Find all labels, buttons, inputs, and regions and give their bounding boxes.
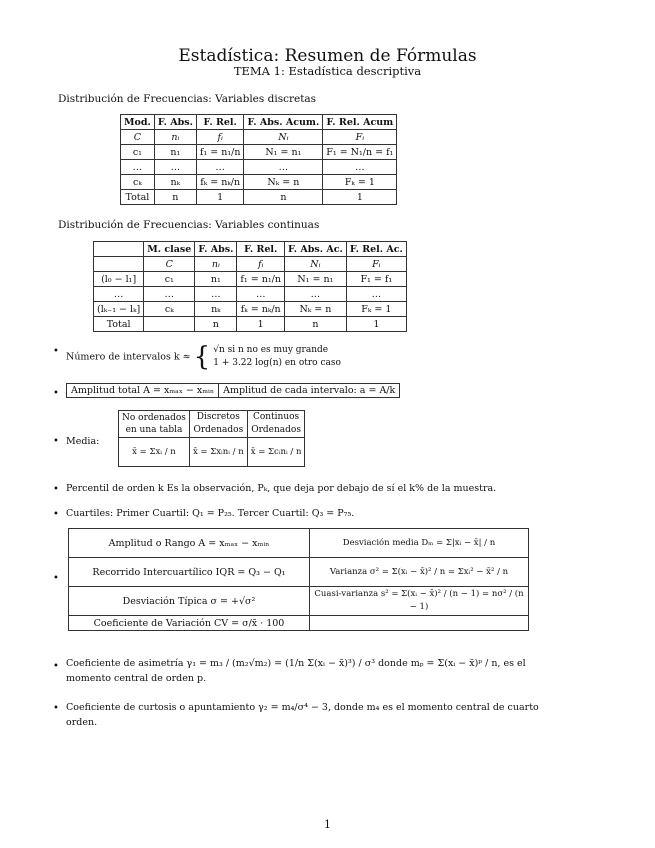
table-dispersion xyxy=(68,528,529,631)
table-cell: … xyxy=(94,287,144,302)
table-row xyxy=(121,130,397,145)
media-formula: x̄ = Σcᵢnᵢ / n xyxy=(247,438,305,467)
dispersion-cell: Amplitud o Rango A = xₘₐₓ − xₘᵢₙ xyxy=(69,529,310,558)
table-cell: … xyxy=(196,160,244,175)
media-formula: x̄ = Σxᵢ / n xyxy=(119,438,190,467)
table-cell: fₖ = nₖ/n xyxy=(237,302,285,317)
table-cell: 1 xyxy=(323,190,397,205)
media-formula: x̄ = Σxᵢnᵢ / n xyxy=(189,438,247,467)
table-cell: Fₖ = 1 xyxy=(346,302,406,317)
table-cell: Nₖ = n xyxy=(244,175,323,190)
table-cell: f₁ = n₁/n xyxy=(237,272,285,287)
dispersion-cell: Cuasi-varianza s² = Σ(xᵢ − x̄)² / (n − 1) = nσ² / (n − 1) xyxy=(310,587,529,616)
table-row xyxy=(121,175,397,190)
intervalos-block xyxy=(66,344,466,370)
curtosis-text: Coeficiente de curtosis o apuntamiento γ₂ = m₄/σ⁴ − 3, donde m₄ es el momento central de cuarto orden. xyxy=(66,702,539,728)
amplitud-block xyxy=(66,384,400,397)
media-header-cell: Continuos Ordenados xyxy=(247,411,305,438)
bullet: • xyxy=(53,573,59,584)
table-cell: Fᵢ xyxy=(346,257,406,272)
discretas-header: F. Rel. Acum xyxy=(323,115,397,130)
table-cell: (l₀ − l₁] xyxy=(94,272,144,287)
table-cell: N₁ = n₁ xyxy=(284,272,346,287)
table-cell: N₁ = n₁ xyxy=(244,145,323,160)
table-cell: … xyxy=(195,287,237,302)
continuas-header: F. Abs. Ac. xyxy=(284,242,346,257)
table-cell: … xyxy=(144,287,195,302)
table-media xyxy=(118,410,305,467)
table-cell: 1 xyxy=(346,317,406,332)
table-cell: cₖ xyxy=(121,175,155,190)
table-cell: n xyxy=(154,190,196,205)
bullet: • xyxy=(53,436,59,447)
table-cell: nₖ xyxy=(195,302,237,317)
table-row xyxy=(94,317,407,332)
media-header-cell: Discretos Ordenados xyxy=(189,411,247,438)
page-title: Estadística: Resumen de Fórmulas xyxy=(178,46,477,66)
table-row xyxy=(121,190,397,205)
table-cell: … xyxy=(244,160,323,175)
continuas-header: F. Abs. xyxy=(195,242,237,257)
table-row xyxy=(94,257,407,272)
table-cell: c₁ xyxy=(144,272,195,287)
table-cell: fₖ = nₖ/n xyxy=(196,175,244,190)
table-cell: C xyxy=(144,257,195,272)
table-row xyxy=(94,287,407,302)
dispersion-cell: Coeficiente de Variación CV = σ/x̄ · 100 xyxy=(69,616,310,631)
bullet: • xyxy=(53,509,59,520)
table-cell: c₁ xyxy=(121,145,155,160)
table-cell: Nₖ = n xyxy=(284,302,346,317)
table-row xyxy=(69,616,529,631)
dispersion-cell: Desviación Típica σ = +√σ² xyxy=(69,587,310,616)
table-cell: n xyxy=(244,190,323,205)
table-cell: n₁ xyxy=(195,272,237,287)
table-row xyxy=(94,302,407,317)
asimetria-text: Coeficiente de asimetría γ₁ = m₃ / (m₂√m₂) = (1/n Σ(xᵢ − x̄)³) / σ³ donde mₚ = Σ(xᵢ − x̄)ᵖ / n, es el momento central de orden p. xyxy=(66,658,526,684)
table-cell: … xyxy=(121,160,155,175)
table-row xyxy=(121,160,397,175)
amplitud-total: Amplitud total A = xₘₐₓ − xₘᵢₙ xyxy=(66,383,219,398)
media-label: Media: xyxy=(66,436,100,447)
table-row xyxy=(94,272,407,287)
discretas-header: F. Abs. Acum. xyxy=(244,115,323,130)
table-cell: Nᵢ xyxy=(284,257,346,272)
table-row xyxy=(69,558,529,587)
brace-icon: { xyxy=(193,342,211,372)
table-cell: Total xyxy=(94,317,144,332)
dispersion-cell: Desviación media Dₘ = Σ|xᵢ − x̄| / n xyxy=(310,529,529,558)
dispersion-cell: Varianza σ² = Σ(xᵢ − x̄)² / n = Σxᵢ² − x̄² / n xyxy=(310,558,529,587)
table-cell: nₖ xyxy=(154,175,196,190)
intervalos-label: Número de intervalos k ≈ xyxy=(66,351,191,363)
table-cell: n xyxy=(284,317,346,332)
cuartiles-text: Cuartiles: Primer Cuartil: Q₁ = P₂₅. Tercer Cuartil: Q₃ = P₇₅. xyxy=(66,508,355,519)
continuas-header xyxy=(94,242,144,257)
table-cell: fᵢ xyxy=(196,130,244,145)
bullet: • xyxy=(53,388,59,399)
table-cell: F₁ = f₁ xyxy=(346,272,406,287)
table-row xyxy=(69,529,529,558)
table-cell xyxy=(144,317,195,332)
table-cell: Total xyxy=(121,190,155,205)
table-cell: F₁ = N₁/n = f₁ xyxy=(323,145,397,160)
discretas-header: Mod. xyxy=(121,115,155,130)
table-cell: f₁ = n₁/n xyxy=(196,145,244,160)
media-header-cell: No ordenados en una tabla xyxy=(119,411,190,438)
table-row xyxy=(121,145,397,160)
table-cell: … xyxy=(284,287,346,302)
bullet: • xyxy=(53,661,59,672)
table-cell: … xyxy=(346,287,406,302)
amplitud-intervalo: Amplitud de cada intervalo: a = A/k xyxy=(219,383,400,398)
table-cell: 1 xyxy=(237,317,285,332)
continuas-header: F. Rel. Ac. xyxy=(346,242,406,257)
discretas-header: F. Abs. xyxy=(154,115,196,130)
discretas-header: F. Rel. xyxy=(196,115,244,130)
table-cell: nᵢ xyxy=(154,130,196,145)
table-cell: Fᵢ xyxy=(323,130,397,145)
table-cell: … xyxy=(154,160,196,175)
table-cell: nᵢ xyxy=(195,257,237,272)
page-number: 1 xyxy=(324,818,331,831)
section-heading-continuas: Distribución de Frecuencias: Variables continuas xyxy=(58,219,320,231)
section-heading-discretas: Distribución de Frecuencias: Variables discretas xyxy=(58,93,317,105)
table-cell: Fₖ = 1 xyxy=(323,175,397,190)
table-continuas xyxy=(93,241,407,332)
table-cell xyxy=(94,257,144,272)
table-cell: n₁ xyxy=(154,145,196,160)
bullet: • xyxy=(53,484,59,495)
table-cell: n xyxy=(195,317,237,332)
dispersion-cell xyxy=(310,616,529,631)
dispersion-cell: Recorrido Intercuartílico IQR = Q₃ − Q₁ xyxy=(69,558,310,587)
table-cell: … xyxy=(323,160,397,175)
table-cell: … xyxy=(237,287,285,302)
table-cell: Nᵢ xyxy=(244,130,323,145)
bullet: • xyxy=(53,703,59,714)
table-cell: (lₖ₋₁ − lₖ] xyxy=(94,302,144,317)
intervalos-case-2: 1 + 3.22 log(n) en otro caso xyxy=(213,358,341,368)
table-cell: 1 xyxy=(196,190,244,205)
bullet: • xyxy=(53,346,59,357)
table-row xyxy=(69,587,529,616)
table-cell: cₖ xyxy=(144,302,195,317)
page-subtitle: TEMA 1: Estadística descriptiva xyxy=(233,64,422,78)
continuas-header: F. Rel. xyxy=(237,242,285,257)
percentil-text: Percentil de orden k Es la observación, Pₖ, que deja por debajo de sí el k% de la muestra. xyxy=(66,483,497,494)
table-cell: fᵢ xyxy=(237,257,285,272)
intervalos-case-1: √n si n no es muy grande xyxy=(213,345,329,355)
table-cell: C xyxy=(121,130,155,145)
continuas-header: M. clase xyxy=(144,242,195,257)
table-discretas xyxy=(120,114,397,205)
